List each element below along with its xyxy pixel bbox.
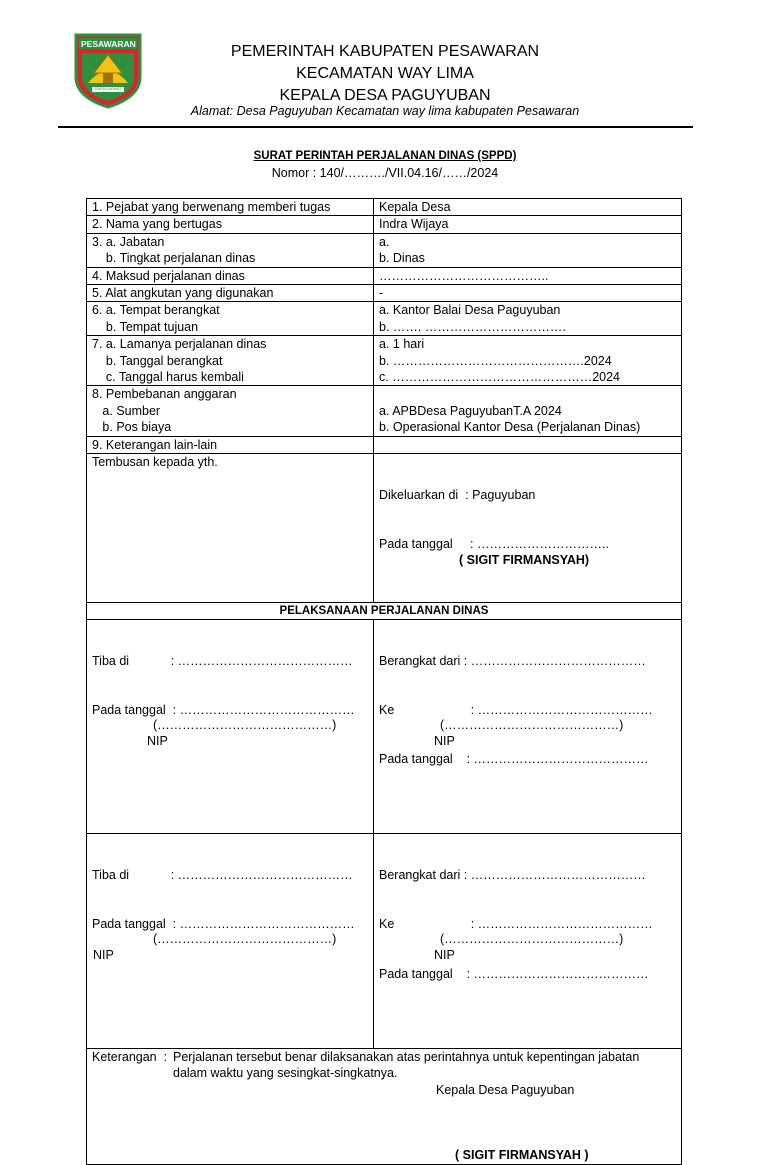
logo-motto: SAPDII ADING — [94, 86, 122, 91]
row7-value-c: c. …………………………………………2024 — [379, 370, 621, 385]
table-row — [87, 285, 682, 302]
signature-line-left-2: (……………………………………) — [153, 932, 337, 947]
table-row — [87, 216, 682, 233]
pada-tanggal-left-2: Pada tanggal : …………………………………… — [92, 917, 355, 932]
row8-value-b: b. Operasional Kantor Desa (Perjalanan Dinas) — [379, 420, 641, 435]
row1-label: 1. Pejabat yang berwenang memberi tugas — [87, 199, 374, 216]
doc-number: Nomor : 140/………./VII.04.16/……/2024 — [271, 166, 499, 180]
row9-value — [374, 436, 682, 453]
row6-value — [374, 302, 682, 336]
row6-value-a: a. Kantor Balai Desa Paguyuban — [379, 303, 561, 318]
sppd-form-table — [86, 198, 682, 1165]
table-row — [87, 1048, 682, 1164]
table-row — [87, 199, 682, 216]
row2-value: Indra Wijaya — [374, 216, 682, 233]
row8-label — [87, 386, 374, 436]
row8-value-a: a. APBDesa PaguyubanT.A 2024 — [379, 403, 562, 418]
pada-tanggal-right-1: Pada tanggal : …………………………………… — [379, 752, 649, 767]
arrival-cell-1 — [87, 620, 374, 834]
row3-value-a: a. — [379, 234, 390, 249]
row7-value — [374, 336, 682, 386]
issued-at: Dikeluarkan di : Paguyuban — [379, 487, 536, 502]
table-row — [87, 436, 682, 453]
ke-2: Ke : …………………………………… — [379, 917, 653, 932]
header-line-2: KECAMATAN WAY LIMA — [296, 65, 474, 82]
nip-right-1: NIP — [434, 734, 455, 749]
row1-value: Kepala Desa — [374, 199, 682, 216]
berangkat-dari-1: Berangkat dari : …………………………………… — [379, 653, 646, 668]
table-row — [87, 602, 682, 619]
nip-left-1: NIP — [147, 734, 168, 749]
header-divider — [58, 126, 693, 128]
issued-date: Pada tanggal : ………………………….. — [379, 537, 609, 552]
row6-value-b: b. ……. ……………………………. — [379, 319, 566, 334]
row8-label-title: 8. Pembebanan anggaran — [92, 387, 237, 402]
table-row — [87, 336, 682, 386]
tembusan-label: Tembusan kepada yth. — [92, 455, 218, 470]
pada-tanggal-left-1: Pada tanggal : …………………………………… — [92, 703, 355, 718]
row7-label-c: c. Tanggal harus kembali — [92, 370, 244, 385]
row9-label: 9. Keterangan lain-lain — [87, 436, 374, 453]
signature-line-right-1: (……………………………………) — [440, 718, 624, 733]
ke-1: Ke : …………………………………… — [379, 703, 653, 718]
pada-tanggal-right-2: Pada tanggal : …………………………………… — [379, 966, 649, 981]
row7-value-b: b. ……………………………………….2024 — [379, 353, 612, 368]
row3-value-b: b. Dinas — [379, 251, 425, 266]
keterangan-role: Kepala Desa Paguyuban — [436, 1082, 575, 1097]
logo-label: PESAWARAN — [81, 39, 136, 49]
keterangan-line-2: dalam waktu yang sesingkat-singkatnya. — [173, 1065, 398, 1080]
row4-label: 4. Maksud perjalanan dinas — [87, 267, 374, 284]
berangkat-dari-2: Berangkat dari : …………………………………… — [379, 868, 646, 883]
header-line-3: KEPALA DESA PAGUYUBAN — [279, 87, 491, 104]
row7-value-a: a. 1 hari — [379, 337, 425, 352]
table-row — [87, 620, 682, 834]
doc-title — [170, 149, 600, 164]
keterangan-cell — [87, 1048, 682, 1164]
table-row — [87, 302, 682, 336]
keterangan-label: Keterangan : — [92, 1049, 168, 1064]
row6-label — [87, 302, 374, 336]
nip-right-2: NIP — [434, 948, 455, 963]
table-row — [87, 386, 682, 436]
row3-value — [374, 233, 682, 267]
row5-label: 5. Alat angkutan yang digunakan — [87, 285, 374, 302]
table-row — [87, 267, 682, 284]
pesawaran-logo — [74, 33, 142, 109]
nip-left-2: NIP — [93, 948, 114, 963]
header-address: Alamat: Desa Paguyuban Kecamatan way lima kabupaten Pesawaran — [190, 104, 580, 118]
row3-label-a: 3. a. Jabatan — [92, 234, 165, 249]
row3-label — [87, 233, 374, 267]
row8-value — [374, 386, 682, 436]
row2-label: 2. Nama yang bertugas — [87, 216, 374, 233]
table-row — [87, 233, 682, 267]
tiba-di-1: Tiba di : …………………………………… — [92, 653, 353, 668]
tiba-di-2: Tiba di : …………………………………… — [92, 868, 353, 883]
departure-cell-2 — [374, 834, 682, 1048]
table-row — [87, 454, 682, 603]
departure-cell-1 — [374, 620, 682, 834]
issue-signer: ( SIGIT FIRMANSYAH) — [459, 553, 590, 568]
issue-cell — [374, 454, 682, 603]
row7-label-b: b. Tanggal berangkat — [92, 353, 223, 368]
row8-label-a: a. Sumber — [92, 403, 161, 418]
row4-value: ………………………………….. — [374, 267, 682, 284]
table-row — [87, 834, 682, 1048]
keterangan-line-1: Perjalanan tersebut benar dilaksanakan atas perintahnya untuk kepentingan jabatan — [173, 1049, 640, 1064]
tembusan-cell — [87, 454, 374, 603]
row6-label-b: b. Tempat tujuan — [92, 319, 199, 334]
pelaksanaan-heading: PELAKSANAAN PERJALANAN DINAS — [87, 602, 682, 619]
row5-value: - — [374, 285, 682, 302]
arrival-cell-2 — [87, 834, 374, 1048]
doc-title-text: SURAT PERINTAH PERJALANAN DINAS (SPPD) — [253, 150, 517, 162]
row7-label — [87, 336, 374, 386]
header-line-1: PEMERINTAH KABUPATEN PESAWARAN — [230, 43, 540, 60]
row8-label-b: b. Pos biaya — [92, 420, 172, 435]
signature-line-right-2: (……………………………………) — [440, 932, 624, 947]
row6-label-a: 6. a. Tempat berangkat — [92, 303, 220, 318]
signature-line-left-1: (……………………………………) — [153, 718, 337, 733]
row7-label-a: 7. a. Lamanya perjalanan dinas — [92, 337, 267, 352]
keterangan-signer: ( SIGIT FIRMANSYAH ) — [455, 1147, 589, 1162]
row3-label-b: b. Tingkat perjalanan dinas — [92, 251, 256, 266]
